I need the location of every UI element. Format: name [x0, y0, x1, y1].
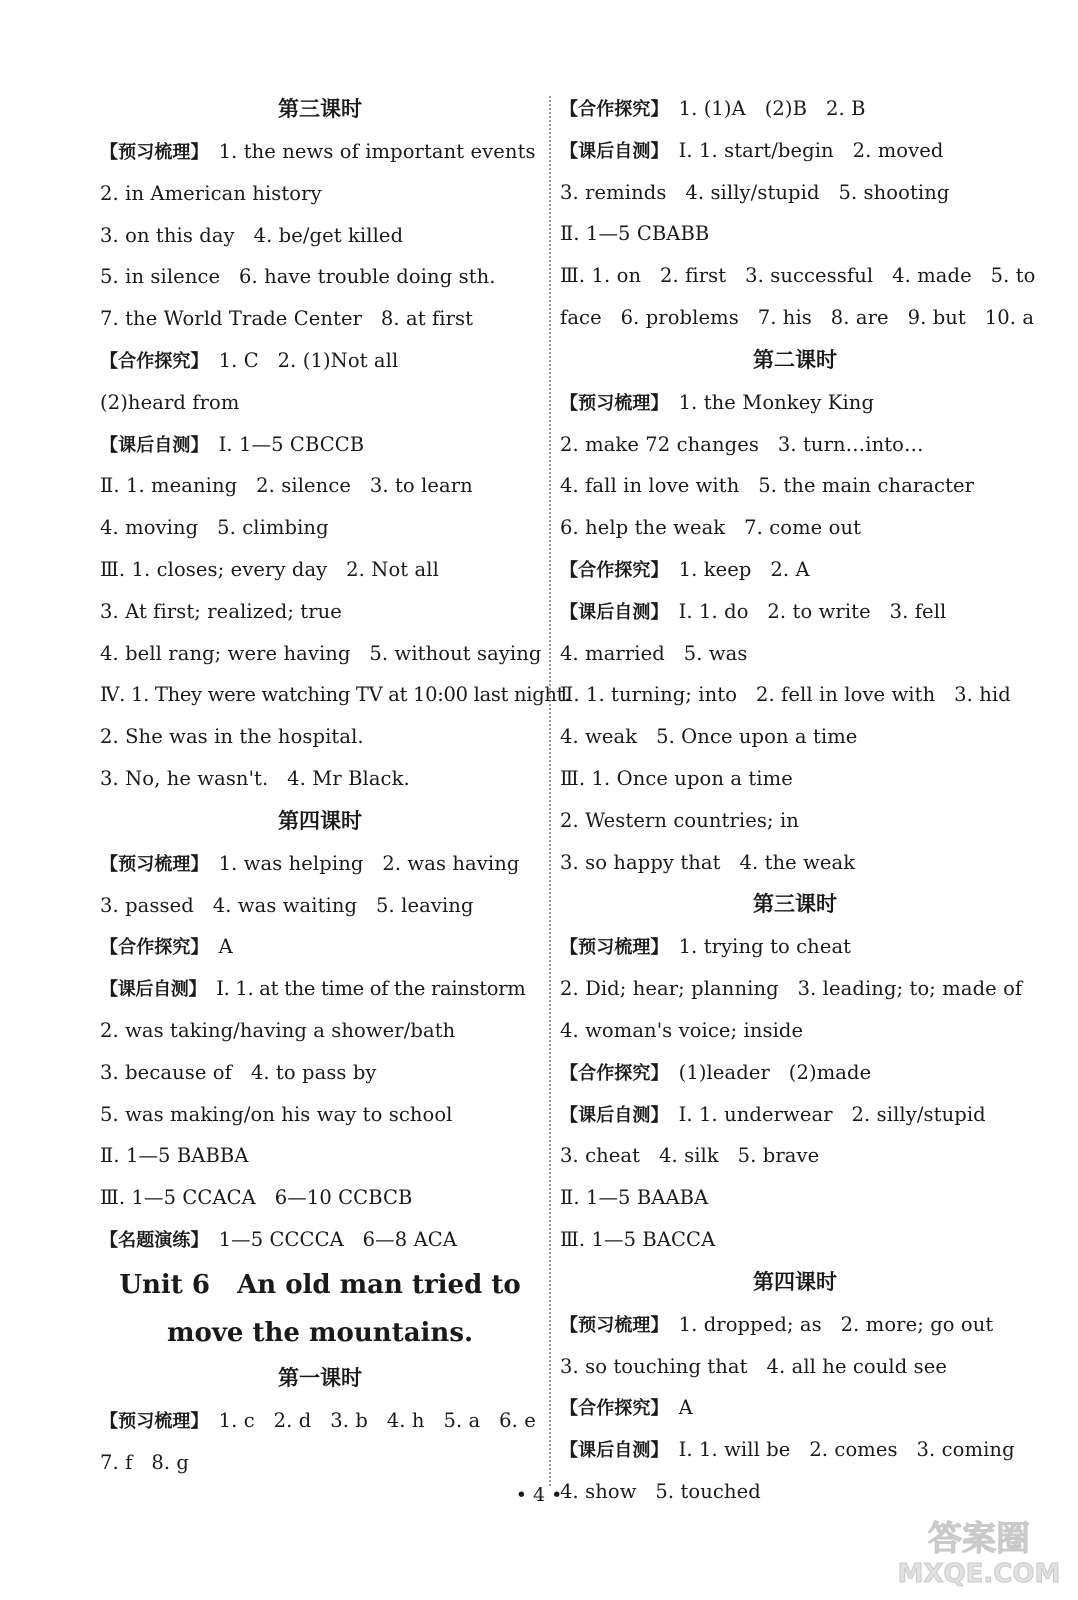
answer-line: 3. At first; realized; true	[100, 599, 342, 623]
answer-text: (1)leader (2)made	[678, 1060, 872, 1084]
answer-line: 5. was making/on his way to school	[100, 1102, 453, 1126]
right-column	[560, 88, 1036, 1513]
answer-line: Ⅱ. 1—5 CBABB	[560, 222, 710, 246]
answer-text: Ⅰ. 1. start/begin 2. moved	[678, 138, 944, 162]
section-tag: 【合作探究】	[560, 99, 669, 120]
section-tag: 【预习梳理】	[100, 142, 209, 163]
answer-line: 3. so happy that 4. the weak	[560, 850, 856, 874]
section-tag: 【预习梳理】	[560, 937, 669, 959]
answer-text: 1. the Monkey King	[678, 390, 875, 414]
answer-line: 7. the World Trade Center 8. at first	[100, 307, 474, 331]
answer-line	[100, 424, 540, 466]
answer-line: Ⅲ. 1. closes; every day 2. Not all	[100, 557, 439, 581]
section-tag: 【课后自测】	[560, 140, 669, 162]
section-heading: 第三课时	[278, 97, 362, 121]
answer-line	[100, 926, 540, 968]
answer-line	[100, 131, 540, 173]
answer-line: face 6. problems 7. his 8. are 9. but 10. a	[560, 305, 1035, 329]
answer-text: 1. (1)A (2)B 2. B	[678, 97, 866, 120]
section-tag: 【合作探究】	[100, 350, 209, 372]
section-heading: 第三课时	[753, 892, 837, 917]
answer-line	[560, 549, 1030, 591]
watermark-url: MXQE.COM	[897, 1559, 1061, 1588]
answer-line: 3. so touching that 4. all he could see	[560, 1354, 948, 1378]
answer-line: 4. show 5. touched	[560, 1479, 761, 1503]
unit-title: Unit 6 An old man tried to	[119, 1269, 521, 1300]
answer-text: Ⅰ. 1. underwear 2. silly/stupid	[678, 1102, 986, 1126]
answer-line: 7. f 8. g	[100, 1450, 190, 1474]
answer-line: 4. woman's voice; inside	[560, 1018, 804, 1042]
answer-line	[560, 1094, 1030, 1136]
answer-text: 1—5 CCCCA 6—8 ACA	[218, 1227, 457, 1251]
answer-line: Ⅱ. 1—5 BAABA	[560, 1186, 709, 1210]
answer-line: Ⅱ. 1. meaning 2. silence 3. to learn	[100, 474, 473, 498]
answer-line	[560, 1304, 1030, 1346]
section-tag: 【课后自测】	[560, 1440, 669, 1462]
answer-text: A	[678, 1396, 693, 1420]
answer-line: 2. She was in the hospital.	[100, 725, 364, 749]
answer-line: 3. reminds 4. silly/stupid 5. shooting	[560, 180, 950, 204]
answer-line: 4. bell rang; were having 5. without saying	[100, 641, 542, 665]
section-tag: 【合作探究】	[560, 1062, 669, 1084]
section-tag: 【合作探究】	[560, 1398, 669, 1420]
section-heading: 第四课时	[278, 808, 362, 833]
answer-text: Ⅰ. 1. do 2. to write 3. fell	[678, 599, 947, 623]
answer-text: 1. keep 2. A	[678, 557, 810, 581]
section-tag: 【预习梳理】	[560, 1314, 669, 1336]
section-tag: 【合作探究】	[100, 937, 209, 959]
section-heading: 第二课时	[753, 347, 837, 372]
page-number: • 4 •	[515, 1484, 563, 1506]
section-tag: 【预习梳理】	[560, 392, 669, 414]
answer-line: 6. help the weak 7. come out	[560, 516, 862, 540]
watermark-text: 答案圈	[928, 1519, 1030, 1559]
section-tag: 【课后自测】	[100, 434, 209, 456]
answer-line: Ⅳ. 1. They were watching TV at 10:00 last night.	[100, 683, 571, 707]
answer-text: 1. trying to cheat	[678, 935, 852, 959]
answer-line: Ⅲ. 1. on 2. first 3. successful 4. made 5. to	[560, 264, 1036, 288]
section-heading: 第一课时	[278, 1365, 362, 1390]
answer-line	[100, 968, 540, 1010]
answer-line	[560, 130, 1030, 172]
section-heading: 第四课时	[753, 1269, 837, 1294]
answer-line: 3. because of 4. to pass by	[100, 1060, 377, 1084]
section-tag: 【课后自测】	[560, 601, 669, 623]
section-tag: 【合作探究】	[560, 559, 669, 581]
answer-line: Ⅲ. 1. Once upon a time	[560, 766, 793, 790]
answer-line: 3. on this day 4. be/get killed	[100, 223, 404, 247]
answer-line	[560, 382, 1030, 424]
answer-line: 2. in American history	[100, 181, 322, 205]
answer-text: Ⅰ. 1—5 CBCCB	[218, 432, 365, 456]
left-column	[100, 88, 571, 1483]
answer-line: 3. cheat 4. silk 5. brave	[560, 1144, 820, 1168]
answer-line: Ⅱ. 1. turning; into 2. fell in love with 3. hid	[560, 683, 1011, 707]
unit-title: move the mountains.	[166, 1317, 474, 1348]
answer-line: Ⅲ. 1—5 CCACA 6—10 CCBCB	[100, 1186, 413, 1210]
answer-text: Ⅰ. 1. at the time of the rainstorm	[216, 977, 526, 1001]
section-tag: 【名题演练】	[100, 1229, 209, 1251]
answer-line: 4. weak 5. Once upon a time	[560, 725, 858, 749]
answer-line: 2. make 72 changes 3. turn…into…	[560, 432, 924, 456]
answer-line: 2. was taking/having a shower/bath	[100, 1018, 456, 1042]
answer-line: (2)heard from	[100, 390, 240, 414]
answer-text: 1. the news of important events	[218, 140, 536, 163]
answer-line	[100, 340, 540, 382]
answer-line	[560, 926, 1030, 968]
answer-line: Ⅲ. 1—5 BACCA	[560, 1227, 716, 1251]
answer-line	[100, 843, 540, 885]
watermark-logo	[894, 1514, 1064, 1588]
answer-text: 1. was helping 2. was having	[218, 851, 520, 875]
answer-line: 4. moving 5. climbing	[100, 516, 329, 540]
answer-line: Ⅱ. 1—5 BABBA	[100, 1144, 249, 1168]
section-tag: 【预习梳理】	[100, 853, 209, 875]
answer-text: Ⅰ. 1. will be 2. comes 3. coming	[678, 1438, 1015, 1462]
section-tag: 【课后自测】	[100, 979, 207, 1001]
answer-line: 2. Did; hear; planning 3. leading; to; made of	[560, 977, 1023, 1001]
answer-line: 3. passed 4. was waiting 5. leaving	[100, 893, 474, 917]
section-tag: 【预习梳理】	[100, 1410, 209, 1432]
answer-line	[560, 1052, 1030, 1094]
answer-line	[560, 1387, 1030, 1429]
answer-line	[560, 591, 1030, 633]
answer-line	[100, 1219, 540, 1261]
section-tag: 【课后自测】	[560, 1104, 669, 1126]
answer-line: 4. fall in love with 5. the main character	[560, 474, 975, 498]
answer-text: 1. dropped; as 2. more; go out	[678, 1312, 994, 1336]
answer-text: 1. C 2. (1)Not all	[218, 348, 399, 372]
answer-line	[100, 1400, 540, 1442]
answer-line	[560, 88, 1030, 130]
answer-line	[560, 1429, 1030, 1471]
answer-line: 3. No, he wasn't. 4. Mr Black.	[100, 766, 410, 790]
answer-line: 5. in silence 6. have trouble doing sth.	[100, 265, 496, 289]
column-divider	[549, 96, 551, 1486]
answer-line: 4. married 5. was	[560, 641, 748, 665]
answer-line: 2. Western countries; in	[560, 808, 799, 832]
answer-text: 1. c 2. d 3. b 4. h 5. a 6. e	[218, 1408, 536, 1432]
answer-text: A	[218, 935, 233, 959]
